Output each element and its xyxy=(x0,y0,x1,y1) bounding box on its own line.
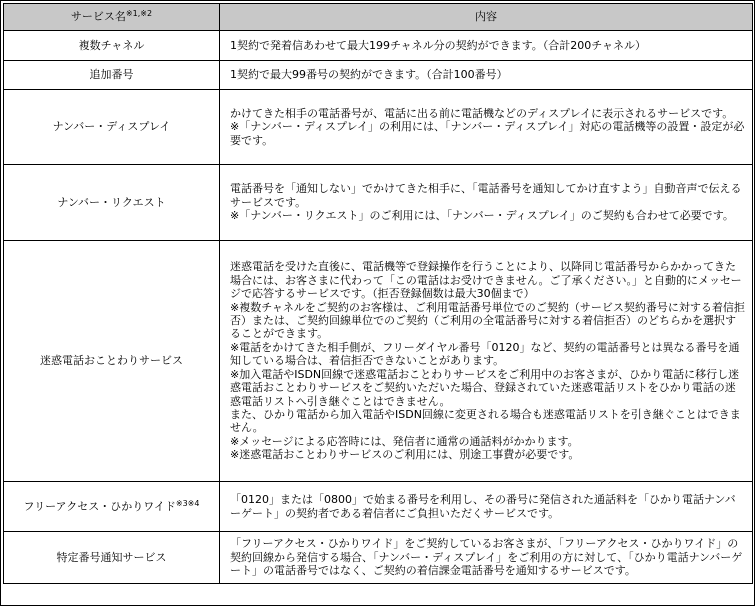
service-description: 迷惑電話を受けた直後に、電話機等で登録操作を行うことにより、以降同じ電話番号からかかってきた場合には、お客さまに代わって「この電話はお受けできません。ご了承ください。」と自動的にメッセージで応答するサービスです。（拒否登録個数は最大30個まで） ※複数チャネルをご契約のお客様は、ご利用電話番号単位でのご契約（サービス契約番号に対する着信拒否）または、ご契約回線単位でのご契約（ご利用の全電話番号に対する着信拒否）のどちらかを選択することができます。 ※電話をかけてきた相手側が、フリーダイヤル番号「0120」など、契約の電話番号とは異なる番号を通知している場合は、着信拒否できないことがあります。 ※加入電話やISDN回線で迷惑電話おことわりサービスをご利用中のお客さまが、ひかり電話に移行し迷惑電話おことわりサービスをご契約いただいた場合、登録されていた迷惑電話リストをひかり電話の迷惑電話リストへ引き継ぐことはできません。 また、ひかり電話から加入電話やISDN回線に変更される場合も迷惑電話リストを引き継ぐことはできません。 ※メッセージによる応答時には、発信者に通常の通話料がかかります。 ※迷惑電話おことわりサービスのご利用には、別途工事費が必要です。 xyxy=(220,241,753,482)
service-table xyxy=(3,3,753,584)
service-name: 複数チャネル xyxy=(4,31,220,61)
service-description: 電話番号を「通知しない」でかけてきた相手に、「電話番号を通知してかけ直すよう」自動音声で伝えるサービスです。 ※「ナンバー・リクエスト」のご利用には、「ナンバー・ディスプレイ」のご契約も合わせて必要です。 xyxy=(220,165,753,241)
header-service-name: サービス名$^{※1,※2}$ xyxy=(4,4,220,31)
service-footnote-mark: ※3※4 xyxy=(175,498,200,508)
service-name: ナンバー・ディスプレイ xyxy=(4,90,220,165)
header-content: 内容 xyxy=(220,4,753,31)
service-description: 「フリーアクセス・ひかりワイド」をご契約しているお客さまが、「フリーアクセス・ひかりワイド」の契約回線から発信する場合、「ナンバー・ディスプレイ」をご利用の方に対して、「ひかり電話ナンバーゲート」の電話番号ではなく、ご契約の着信課金電話番号を通知するサービスです。 xyxy=(220,532,753,584)
service-name: 追加番号 xyxy=(4,61,220,90)
service-description: 1契約で最大99番号の契約ができます。（合計100番号） xyxy=(220,61,753,90)
table-row xyxy=(4,165,753,241)
table-row xyxy=(4,90,753,165)
service-name: 特定番号通知サービス xyxy=(4,532,220,584)
table-row xyxy=(4,482,753,532)
service-description: かけてきた相手の電話番号が、電話に出る前に電話機などのディスプレイに表示されるサービスです。 ※「ナンバー・ディスプレイ」の利用には、「ナンバー・ディスプレイ」対応の電話機等の設置・設定が必要です。 xyxy=(220,90,753,165)
table-row xyxy=(4,31,753,61)
service-name: 迷惑電話おことわりサービス xyxy=(4,241,220,482)
header-row xyxy=(4,4,753,31)
service-name: ナンバー・リクエスト xyxy=(4,165,220,241)
table-row xyxy=(4,241,753,482)
header-footnote-mark: ※1,※2 xyxy=(125,9,153,19)
table-row xyxy=(4,61,753,90)
service-description: 1契約で発着信あわせて最大199チャネル分の契約ができます。（合計200チャネル） xyxy=(220,31,753,61)
service-description: 「0120」または「0800」で始まる番号を利用し、その番号に発信された通話料を「ひかり電話ナンバーゲート」の契約者である着信者にご負担いただくサービスです。 xyxy=(220,482,753,532)
table-row xyxy=(4,532,753,584)
service-name: フリーアクセス・ひかりワイド$^{※3※4}$ xyxy=(4,482,220,532)
